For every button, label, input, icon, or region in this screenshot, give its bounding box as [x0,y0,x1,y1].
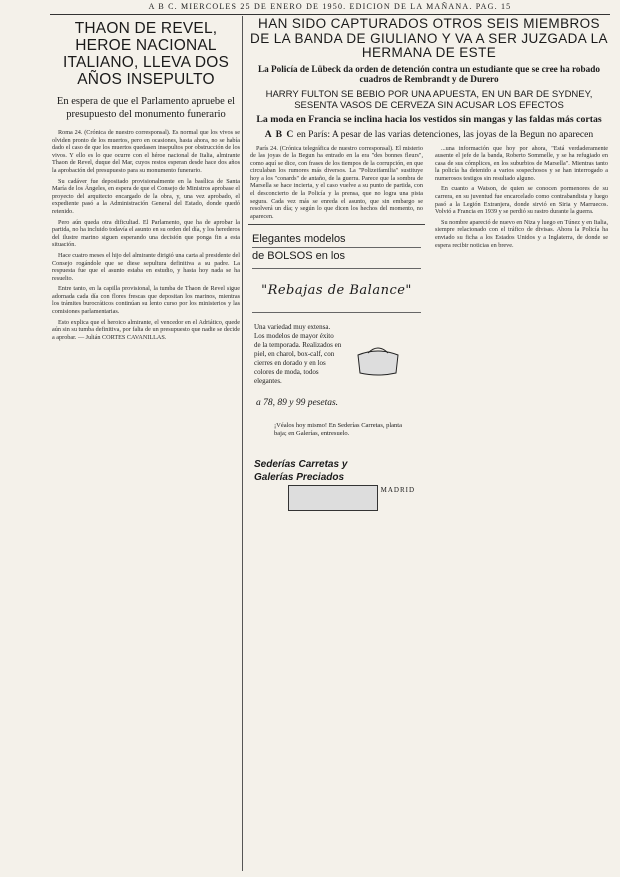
left-paragraph: Entre tanto, en la capilla provisional, la tumba de Thaon de Revel sigue adornada cada día con flores frescas que depositan los marinos, mientras los trámites burocráticos continúan su lento curso por los ministerios y las comisiones parlamentarias. [52,285,240,316]
main-col1-paragraph: París 24. (Crónica telegráfica de nuestro corresponsal). El misterio de las joyas de la Begun ha entrado en la era "des bonnes fleurs", como aquí se dice, con frases de los tiempos de la corrupción, en que circulaban los rumores más diversos. La "Polizeifamilia" sustituye hoy a los "conards" de antaño, de la guerra. Parece que la sombra de Marsella se hace incierta, y el caso vuelve a su punto de partida, con el desconcierto de la Policía y la prensa, que no logra una pista segura. Cada vez más se enreda el asunto, que sin embargo se resolverá un día; y según lo que dicen los hechos del momento, no aparecen. [250,144,423,220]
handbag-illustration [352,343,404,377]
main-headline: HAN SIDO CAPTURADOS OTROS SEIS MIEMBROS DE LA BANDA DE GIULIANO Y VA A SER JUZGADA LA HERMANA DE ESTE [250,16,608,60]
abc-logo: A B C [264,129,295,140]
main-article-columns [248,145,610,526]
left-paragraph: Hace cuatro meses el hijo del almirante dirigió una carta al presidente del Consejo rogándole que se diese sepultura definitiva a su padre. La respuesta fue que el asunto estaba en estudio, y hasta hoy nada se ha resuelto. [52,251,240,282]
ad-script-title: "Rebajas de Balance" [261,283,412,299]
main-col2-paragraph: En cuanto a Watson, de quien se conocen pormenores de su carrera, en su juventud fue encarcelado como contrabandista y luego pasó a la Legión Extranjera, donde sirvió en Siria y Marruecos. Volvió a Francia en 1939 y se perdió su rastro durante la guerra. [435,185,608,216]
main-col2-paragraph: Su nombre apareció de nuevo en Niza y luego en Túnez y en Italia, siempre relacionado con el tráfico de divisas. Ahora la Policía ha enviado su ficha a los Estados Unidos y a Inglaterra, de donde se espera recibir noticias en breve. [435,218,608,249]
main-subheadline-2: La moda en Francia se inclina hacia los vestidos sin mangas y las faldas más cortas [256,113,602,125]
left-headline: THAON DE REVEL, HEROE NACIONAL ITALIANO, LLEVA DOS AÑOS INSEPULTO [62,20,230,88]
ad-title-line-1: Elegantes modelos [252,233,346,246]
ad-shop-name-2: Galerías Preciados [254,472,345,484]
ad-city: MADRID [380,486,415,495]
left-subheadline: En espera de que el Parlamento apruebe el presupuesto del monumento funerario [56,96,236,120]
handbag-advertisement [248,224,425,525]
right-column [248,16,610,871]
main-col2-body [435,145,608,250]
main-col1-body [250,145,423,221]
ad-shop-name-1: Sederías Carretas y [254,459,348,471]
abc-line [248,129,610,141]
left-paragraph: Pero aún queda otra dificultad. El Parlamento, que ha de aprobar la partida, no ha incluido todavía el asunto en su orden del día, y los herederos del ilustre marino siguen esperando una decisión que ponga fin a esta situación. [52,218,240,249]
ad-divider [252,268,421,269]
main-column-1 [248,145,425,526]
main-col2-paragraph: ...una información que hoy por ahora, "Está verdaderamente ausente el jefe de la banda, Roberto Sommelle, y se ha refugiado en casa de sus cómplices, en los suburbios de Marsella". Mientras tanto la policía ha detenido a varios sospechosos y se han interrogado a numerosos testigos sin resultado alguno. [435,144,608,182]
main-subheadline-1: La Policía de Lübeck da orden de detención contra un estudiante que se cree ha robado cuadros de Rembrandt y de Durero [258,63,600,84]
left-column [50,16,243,871]
main-headline-2: HARRY FULTON SE BEBIO POR UNA APUESTA, EN UN BAR DE SYDNEY, SESENTA VASOS DE CERVEZA SIN ACUSAR LOS EFECTOS [265,88,593,111]
main-column-2 [433,145,610,526]
left-article-body [52,129,240,341]
ad-description: Una variedad muy extensa. Los modelos de mayor éxito de la temporada. Realizados en piel, en charol, box-calf, con cierres en dorado y en los colores de moda, todos elegantes. [254,323,342,386]
ad-title-line-2: de BOLSOS en los [252,250,345,263]
ad-divider [252,312,421,313]
ad-note: ¡Véalos hoy mismo! En Sederías Carretas, planta baja; en Galerías, entresuelo. [274,422,402,438]
left-paragraph: Su cadáver fue depositado provisionalmente en la basílica de Santa María de los Ángeles, en espera de que el Consejo de Ministros aprobase el proyecto del arquitecto encargado de la obra, y, una vez aprobado, el expediente pasó a la Administración General del Estado, donde quedó retenido. [52,177,240,215]
ad-logo-stamp [288,485,378,511]
left-paragraph: Roma 24. (Crónica de nuestro corresponsal). Es normal que los vivos se olviden pronto de los muertos, pero en ocasiones, hasta ahora, no se había dado el caso de que los muertos quedasen insepultos por obstrucción de los vivos. Y ello es lo que ocurre con el héroe nacional de Italia, almirante Thaon de Revel, duque del Mar, cuyos restos esperan desde hace dos años la aprobación del presupuesto para su monumento funerario. [52,129,240,174]
abc-line-text: en París: A pesar de las varias detenciones, las joyas de la Begun no aparecen [294,129,594,140]
page-header: A B C. MIERCOLES 25 DE ENERO DE 1950. EDICION DE LA MAÑANA. PAG. 15 [50,2,610,15]
ad-prices: a 78, 89 y 99 pesetas. [256,398,339,409]
left-paragraph: Esto explica que el heroico almirante, el vencedor en el Adriático, quede aún sin su tumba definitiva, por falta de un presupuesto que nadie se decide a aprobar. — Julián CORTES CAVANILLAS. [52,318,240,341]
ad-divider [252,247,421,248]
